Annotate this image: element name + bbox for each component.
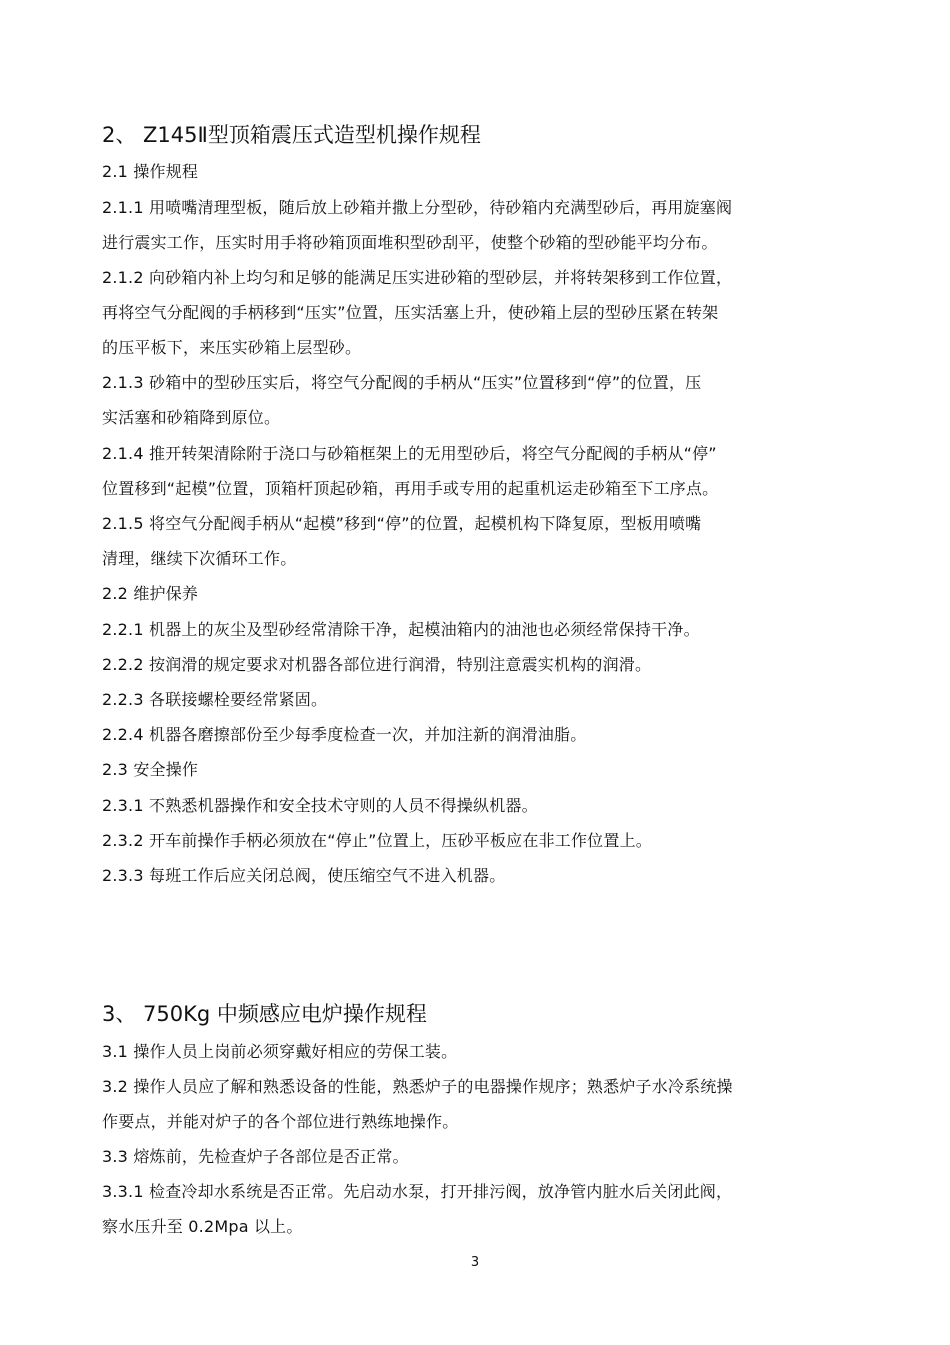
section-2-line: 2.2.2 按润滑的规定要求对机器各部位进行润滑，特别注意震实机构的润滑。: [102, 655, 652, 674]
section-2-line: 实活塞和砂箱降到原位。: [102, 408, 281, 427]
section-2-line: 清理，继续下次循环工作。: [102, 549, 297, 568]
section-2-line: 2.3.3 每班工作后应关闭总阀，使压缩空气不进入机器。: [102, 866, 506, 885]
section-3-line: 察水压升至 0.2Mpa 以上。: [102, 1217, 303, 1236]
section-2-line: 2.3 安全操作: [102, 760, 199, 779]
section-2-line: 2.1.2 向砂箱内补上均匀和足够的能满足压实进砂箱的型砂层，并将转架移到工作位置，: [102, 268, 733, 287]
section-2-line: 2.2 维护保养: [102, 584, 199, 603]
section-2-line: 进行震实工作，压实时用手将砂箱顶面堆积型砂刮平，使整个砂箱的型砂能平均分布。: [102, 233, 718, 252]
section-2-line: 2.1 操作规程: [102, 162, 199, 181]
section-2-line: 2.1.5 将空气分配阀手柄从“起模”移到“停”的位置，起模机构下降复原，型板用喷嘴: [102, 514, 702, 533]
section-2-line: 再将空气分配阀的手柄移到“压实”位置，压实活塞上升，使砂箱上层的型砂压紧在转架: [102, 303, 719, 322]
section-3-line: 3.3.1 检查冷却水系统是否正常。先启动水泵，打开排污阀，放净管内脏水后关闭此阀，: [102, 1182, 733, 1201]
section-3-line: 3.3 熔炼前，先检查炉子各部位是否正常。: [102, 1147, 409, 1166]
section-2-line: 2.2.3 各联接螺栓要经常紧固。: [102, 690, 328, 709]
section-2-line: 位置移到“起模”位置，顶箱杆顶起砂箱，再用手或专用的起重机运走砂箱至下工序点。: [102, 479, 719, 498]
section-2-line: 2.2.1 机器上的灰尘及型砂经常清除干净，起模油箱内的油池也必须经常保持干净。: [102, 620, 700, 639]
section-2-line: 2.2.4 机器各磨擦部份至少每季度检查一次，并加注新的润滑油脂。: [102, 725, 587, 744]
section-2-line: 2.1.1 用喷嘴清理型板，随后放上砂箱并撒上分型砂，待砂箱内充满型砂后，再用旋塞阀: [102, 198, 733, 217]
page-number: 3: [470, 1255, 480, 1270]
section-2-line: 的压平板下，来压实砂箱上层型砂。: [102, 338, 362, 357]
section-3-line: 3.1 操作人员上岗前必须穿戴好相应的劳保工装。: [102, 1042, 458, 1061]
section-3-heading: 3、 750Kg 中频感应电炉操作规程: [102, 1002, 427, 1026]
section-2-heading: 2、 Z145Ⅱ型顶箱震压式造型机操作规程: [102, 123, 481, 147]
section-3-line: 3.2 操作人员应了解和熟悉设备的性能，熟悉炉子的电器操作规序；熟悉炉子水冷系统操: [102, 1077, 733, 1096]
section-2-line: 2.1.4 推开转架清除附于浇口与砂箱框架上的无用型砂后，将空气分配阀的手柄从“停”: [102, 444, 717, 463]
section-2-line: 2.1.3 砂箱中的型砂压实后，将空气分配阀的手柄从“压实”位置移到“停”的位置，压: [102, 373, 702, 392]
section-2-line: 2.3.2 开车前操作手柄必须放在“停止”位置上，压砂平板应在非工作位置上。: [102, 831, 652, 850]
section-2-line: 2.3.1 不熟悉机器操作和安全技术守则的人员不得操纵机器。: [102, 796, 538, 815]
section-3-line: 作要点，并能对炉子的各个部位进行熟练地操作。: [102, 1112, 459, 1131]
